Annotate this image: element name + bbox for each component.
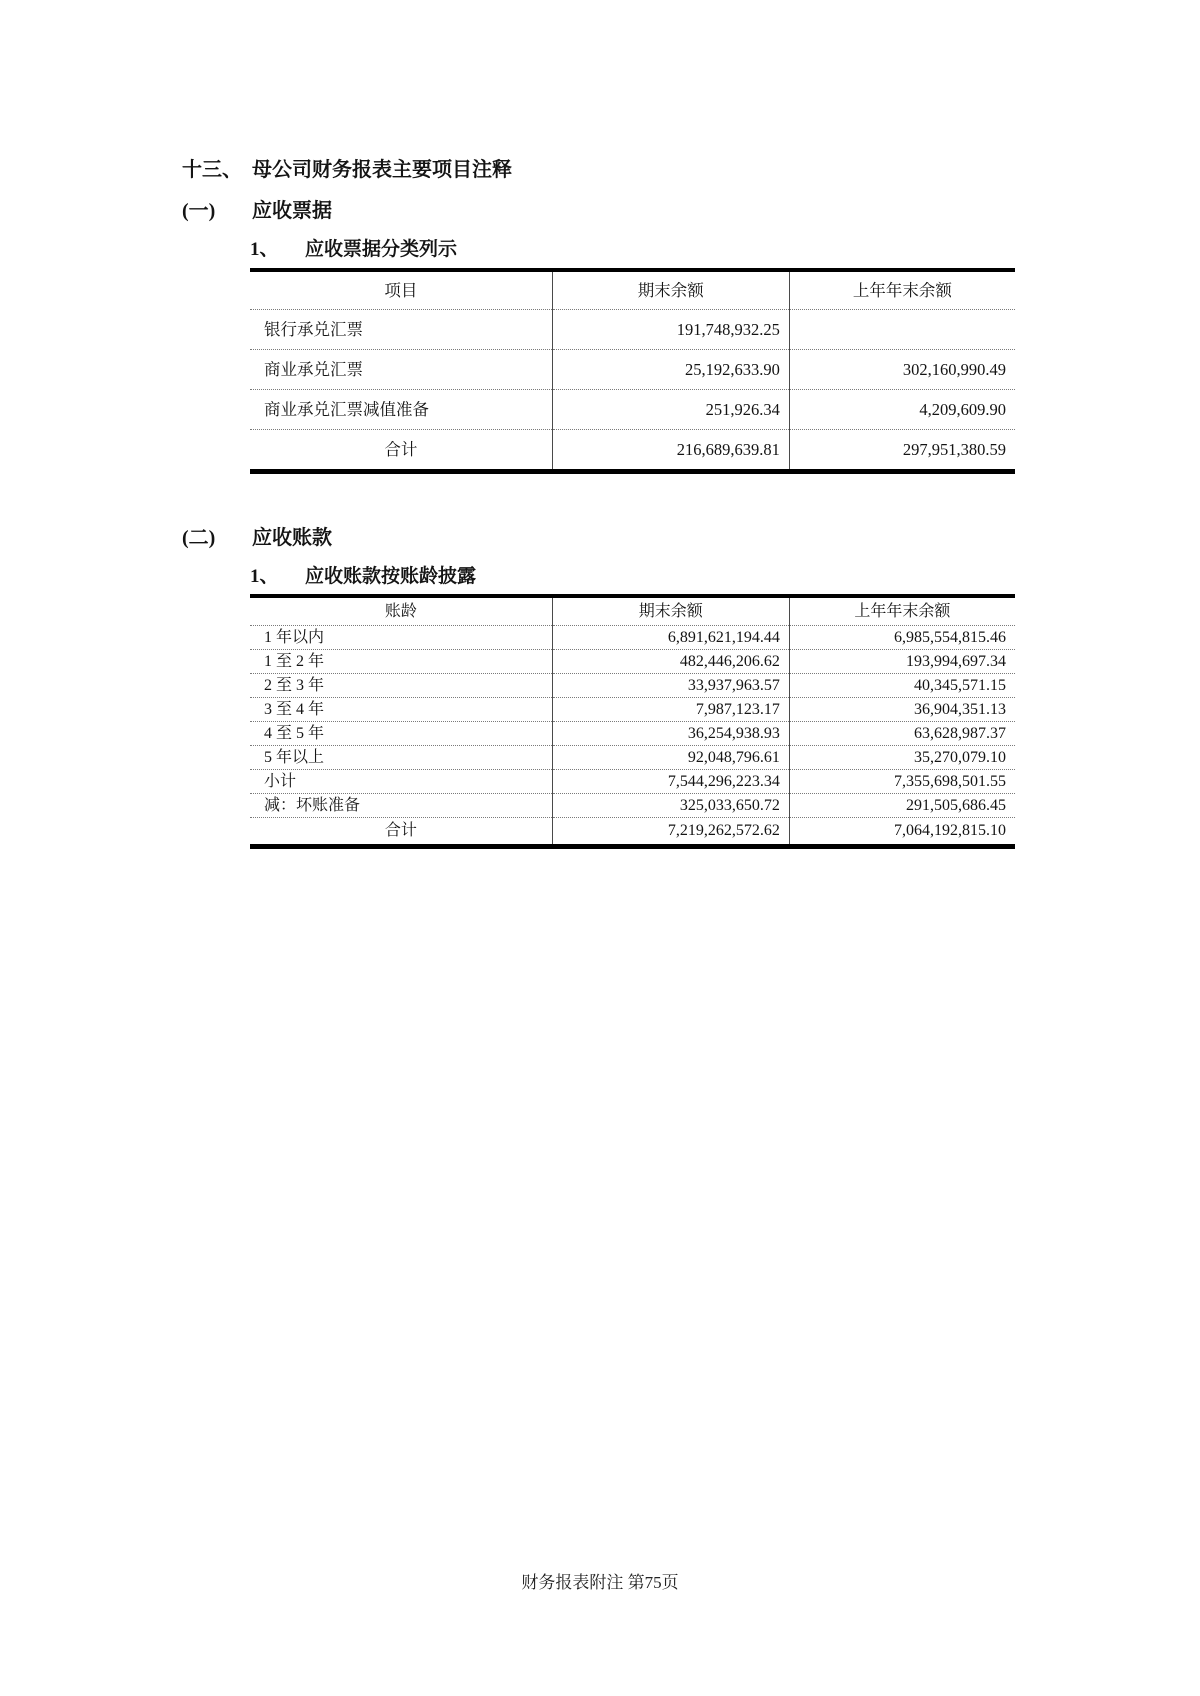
row-label: 1 年以内 [250, 626, 552, 650]
footer-text: 财务报表附注 第75页 [521, 1573, 679, 1592]
row-value: 482,446,206.62 [552, 650, 789, 674]
table-body [250, 310, 1015, 430]
row-value: 36,904,351.13 [789, 698, 1015, 722]
section-title: 母公司财务报表主要项目注释 [252, 159, 512, 181]
row-label: 商业承兑汇票 [250, 350, 552, 390]
row-value: 291,505,686.45 [789, 794, 1015, 818]
row-value: 36,254,938.93 [552, 722, 789, 746]
row-value: 6,891,621,194.44 [552, 626, 789, 650]
table-row [250, 310, 1015, 350]
row-label: 5 年以上 [250, 746, 552, 770]
total-row [250, 818, 1015, 847]
row-label: 减：坏账准备 [250, 794, 552, 818]
column-header-closing-balance: 期末余额 [552, 596, 789, 626]
table-row [250, 794, 1015, 818]
row-value: 325,033,650.72 [552, 794, 789, 818]
row-value: 92,048,796.61 [552, 746, 789, 770]
total-value: 7,219,262,572.62 [552, 818, 789, 847]
row-value: 6,985,554,815.46 [789, 626, 1015, 650]
item-heading-bills-classification [250, 238, 1200, 262]
total-row [250, 430, 1015, 472]
row-label: 3 至 4 年 [250, 698, 552, 722]
item-number: 1、 [250, 566, 279, 587]
row-label: 银行承兑汇票 [250, 310, 552, 350]
column-header-item: 项目 [384, 281, 418, 300]
table-row [250, 770, 1015, 794]
row-value: 302,160,990.49 [789, 350, 1015, 390]
subsection-title: 应收账款 [252, 527, 332, 549]
table-row [250, 746, 1015, 770]
total-value: 216,689,639.81 [552, 430, 789, 472]
subsection-number: (二) [182, 527, 216, 549]
subsection-title: 应收票据 [252, 200, 332, 222]
accounts-receivable-aging-table [250, 594, 1015, 849]
row-label: 1 至 2 年 [250, 650, 552, 674]
row-value: 7,987,123.17 [552, 698, 789, 722]
table-row [250, 626, 1015, 650]
section-heading [182, 158, 1200, 182]
row-label: 小计 [250, 770, 552, 794]
item-heading-aging-disclosure [250, 565, 1200, 589]
row-value: 40,345,571.15 [789, 674, 1015, 698]
row-value: 251,926.34 [552, 390, 789, 430]
section-number: 十三、 [182, 159, 242, 181]
row-label: 商业承兑汇票减值准备 [250, 390, 552, 430]
table-row [250, 390, 1015, 430]
column-header-aging: 账龄 [384, 603, 417, 620]
row-value: 25,192,633.90 [552, 350, 789, 390]
table-header-row [250, 270, 1015, 310]
row-value [789, 310, 1015, 350]
bills-receivable-table [250, 268, 1015, 474]
total-label: 合计 [250, 430, 552, 472]
page-footer [0, 1568, 1200, 1593]
subsection-heading-bills [182, 199, 1200, 223]
total-label: 合计 [250, 818, 552, 847]
column-header-prior-year-balance: 上年年末余额 [789, 270, 1015, 310]
total-value: 7,064,192,815.10 [789, 818, 1015, 847]
row-value: 33,937,963.57 [552, 674, 789, 698]
total-value: 297,951,380.59 [789, 430, 1015, 472]
subsection-heading-accounts-receivable [182, 526, 1200, 550]
table-row [250, 650, 1015, 674]
table-row [250, 722, 1015, 746]
row-value: 7,355,698,501.55 [789, 770, 1015, 794]
column-header-prior-year-balance: 上年年末余额 [789, 596, 1015, 626]
row-value: 7,544,296,223.34 [552, 770, 789, 794]
table-body [250, 626, 1015, 818]
row-value: 4,209,609.90 [789, 390, 1015, 430]
item-title: 应收账款按账龄披露 [305, 566, 477, 587]
row-label: 2 至 3 年 [250, 674, 552, 698]
row-label: 4 至 5 年 [250, 722, 552, 746]
column-header-closing-balance: 期末余额 [552, 270, 789, 310]
item-number: 1、 [250, 239, 279, 260]
row-value: 191,748,932.25 [552, 310, 789, 350]
row-value: 63,628,987.37 [789, 722, 1015, 746]
table-row [250, 698, 1015, 722]
item-title: 应收票据分类列示 [305, 239, 458, 260]
table-header-row [250, 596, 1015, 626]
row-value: 35,270,079.10 [789, 746, 1015, 770]
table-row [250, 350, 1015, 390]
row-value: 193,994,697.34 [789, 650, 1015, 674]
subsection-number: (一) [182, 200, 216, 222]
table-row [250, 674, 1015, 698]
